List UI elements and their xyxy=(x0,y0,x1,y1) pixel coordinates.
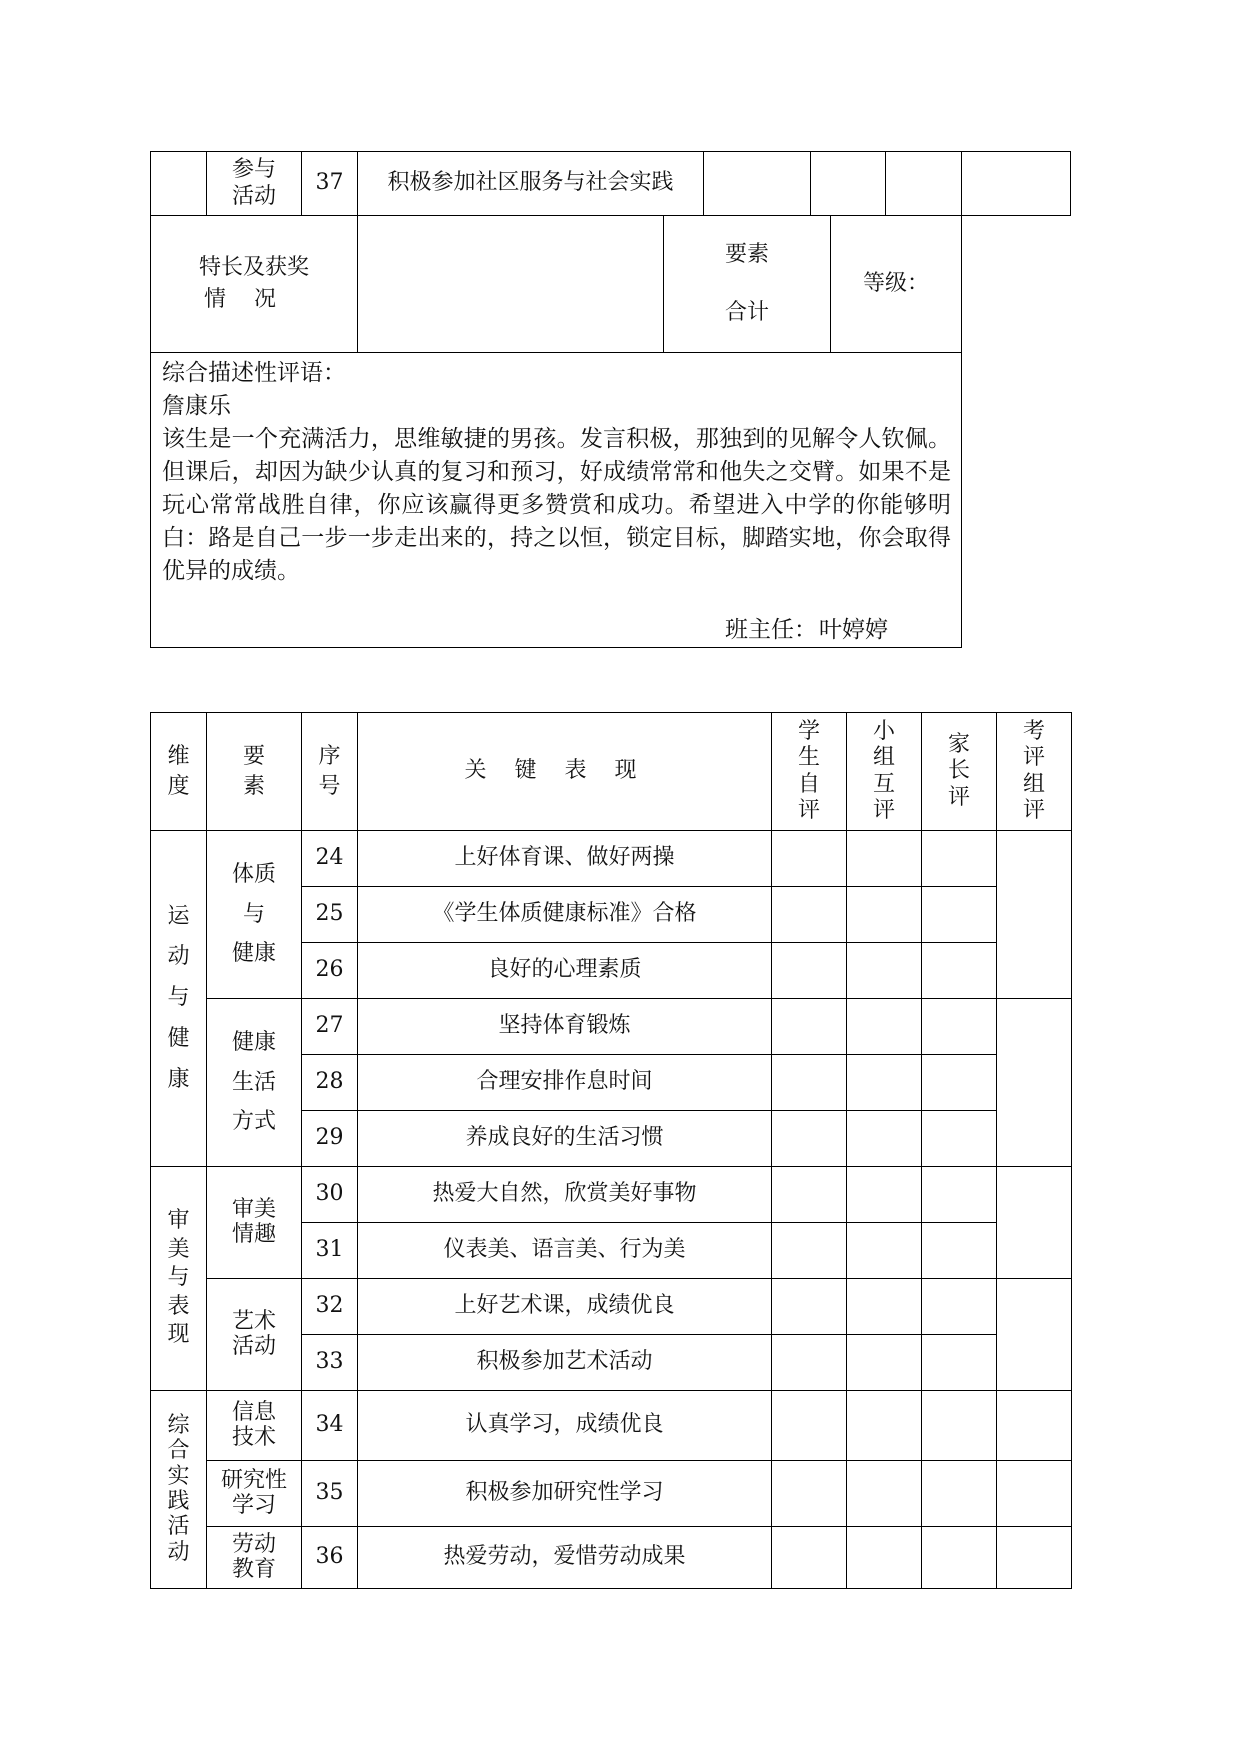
committee-eval-cell[interactable] xyxy=(997,1527,1072,1589)
element-sum-line1: 要素 xyxy=(725,242,770,267)
comment-row xyxy=(151,353,1071,648)
top-evaluation-table xyxy=(150,151,1071,648)
element-cell: 健康 生活 方式 xyxy=(207,999,302,1167)
number-cell: 28 xyxy=(302,1055,358,1111)
group-eval-cell[interactable] xyxy=(811,152,886,216)
behavior-cell: 积极参加艺术活动 xyxy=(358,1335,772,1391)
number-cell: 26 xyxy=(302,943,358,999)
group-eval-cell[interactable] xyxy=(847,1391,922,1461)
parent-eval-cell[interactable] xyxy=(922,1461,997,1527)
committee-eval-cell[interactable] xyxy=(997,831,1072,999)
behavior-cell: 养成良好的生活习惯 xyxy=(358,1111,772,1167)
behavior-cell: 积极参加社区服务与社会实践 xyxy=(358,152,704,216)
self-eval-cell[interactable] xyxy=(772,1055,847,1111)
committee-eval-cell[interactable] xyxy=(962,152,1071,216)
honors-label-cell xyxy=(151,216,358,353)
element-cell: 艺术 活动 xyxy=(207,1279,302,1391)
self-eval-cell[interactable] xyxy=(772,1527,847,1589)
parent-eval-cell[interactable] xyxy=(922,887,997,943)
behavior-cell: 良好的心理素质 xyxy=(358,943,772,999)
table-row xyxy=(151,1279,1072,1335)
dimension-cell: 运动与健康 xyxy=(151,831,207,1167)
table-row xyxy=(151,831,1072,887)
group-eval-cell[interactable] xyxy=(847,1223,922,1279)
teacher-label: 班主任： xyxy=(725,617,817,643)
behavior-cell: 上好艺术课，成绩优良 xyxy=(358,1279,772,1335)
table-row xyxy=(151,1461,1072,1527)
behavior-cell: 积极参加研究性学习 xyxy=(358,1461,772,1527)
group-eval-cell[interactable] xyxy=(847,1055,922,1111)
committee-eval-cell[interactable] xyxy=(997,1461,1072,1527)
self-eval-cell[interactable] xyxy=(772,943,847,999)
dimension-cell: 审美与表现 xyxy=(151,1167,207,1391)
group-eval-cell[interactable] xyxy=(847,1167,922,1223)
parent-eval-cell[interactable] xyxy=(922,1279,997,1335)
group-eval-cell[interactable] xyxy=(847,1335,922,1391)
self-eval-cell[interactable] xyxy=(772,999,847,1055)
number-cell: 36 xyxy=(302,1527,358,1589)
parent-eval-cell[interactable] xyxy=(922,943,997,999)
behavior-cell: 坚持体育锻炼 xyxy=(358,999,772,1055)
parent-eval-cell[interactable] xyxy=(922,1055,997,1111)
element-cell: 体质 与 健康 xyxy=(207,831,302,999)
self-eval-cell[interactable] xyxy=(772,1279,847,1335)
behavior-cell: 仪表美、语言美、行为美 xyxy=(358,1223,772,1279)
number-cell: 37 xyxy=(302,152,358,216)
honors-label-line2: 情况 xyxy=(203,287,304,312)
self-eval-cell[interactable] xyxy=(772,1461,847,1527)
header-number: 序号 xyxy=(302,713,358,831)
header-self-eval: 学生自评 xyxy=(772,713,847,831)
number-cell: 25 xyxy=(302,887,358,943)
element-sum-cell xyxy=(664,216,831,353)
activity-row xyxy=(151,152,1071,216)
behavior-cell: 上好体育课、做好两操 xyxy=(358,831,772,887)
group-eval-cell[interactable] xyxy=(847,887,922,943)
committee-eval-cell[interactable] xyxy=(997,999,1072,1167)
table-row xyxy=(151,1167,1072,1223)
table-row xyxy=(151,1527,1072,1589)
header-element: 要素 xyxy=(207,713,302,831)
parent-eval-cell[interactable] xyxy=(922,999,997,1055)
dimension-cell: 综合实践活动 xyxy=(151,1391,207,1589)
element-cell: 参与活动 xyxy=(207,152,302,216)
element-cell: 审美 情趣 xyxy=(207,1167,302,1279)
group-eval-cell[interactable] xyxy=(847,943,922,999)
number-cell: 34 xyxy=(302,1391,358,1461)
parent-eval-cell[interactable] xyxy=(922,1223,997,1279)
table-header-row xyxy=(151,713,1072,831)
number-cell: 35 xyxy=(302,1461,358,1527)
self-eval-cell[interactable] xyxy=(772,1167,847,1223)
parent-eval-cell[interactable] xyxy=(922,1167,997,1223)
group-eval-cell[interactable] xyxy=(847,1111,922,1167)
header-behavior: 关键表现 xyxy=(358,713,772,831)
parent-eval-cell[interactable] xyxy=(922,1527,997,1589)
grade-label: 等级： xyxy=(863,270,930,296)
self-eval-cell[interactable] xyxy=(772,1335,847,1391)
group-eval-cell[interactable] xyxy=(847,999,922,1055)
honors-content-cell[interactable] xyxy=(358,216,664,353)
self-eval-cell[interactable] xyxy=(772,887,847,943)
parent-eval-cell[interactable] xyxy=(922,1111,997,1167)
teacher-name: 叶婷婷 xyxy=(819,617,888,643)
behavior-cell: 认真学习，成绩优良 xyxy=(358,1391,772,1461)
committee-eval-cell[interactable] xyxy=(997,1167,1072,1279)
group-eval-cell[interactable] xyxy=(847,1279,922,1335)
comment-cell xyxy=(151,353,962,648)
header-parent-eval: 家长评 xyxy=(922,713,997,831)
element-cell: 劳动 教育 xyxy=(207,1527,302,1589)
number-cell: 32 xyxy=(302,1279,358,1335)
number-cell: 29 xyxy=(302,1111,358,1167)
behavior-cell: 《学生体质健康标准》合格 xyxy=(358,887,772,943)
self-eval-cell[interactable] xyxy=(704,152,811,216)
self-eval-cell[interactable] xyxy=(772,1391,847,1461)
parent-eval-cell[interactable] xyxy=(922,831,997,887)
committee-eval-cell[interactable] xyxy=(997,1391,1072,1461)
self-eval-cell[interactable] xyxy=(772,831,847,887)
group-eval-cell[interactable] xyxy=(847,831,922,887)
grade-cell xyxy=(831,216,962,353)
table-row xyxy=(151,1391,1072,1461)
behavior-cell: 热爱劳动，爱惜劳动成果 xyxy=(358,1527,772,1589)
number-cell: 31 xyxy=(302,1223,358,1279)
behavior-cell: 合理安排作息时间 xyxy=(358,1055,772,1111)
element-cell: 研究性 学习 xyxy=(207,1461,302,1527)
parent-eval-cell[interactable] xyxy=(886,152,962,216)
parent-eval-cell[interactable] xyxy=(922,1391,997,1461)
element-cell: 信息 技术 xyxy=(207,1391,302,1461)
comment-heading: 综合描述性评语： xyxy=(162,360,346,386)
number-cell: 33 xyxy=(302,1335,358,1391)
group-eval-cell[interactable] xyxy=(847,1527,922,1589)
header-dimension: 维度 xyxy=(151,713,207,831)
parent-eval-cell[interactable] xyxy=(922,1335,997,1391)
number-cell: 24 xyxy=(302,831,358,887)
honors-row xyxy=(151,216,1071,353)
header-committee-eval: 考评组评 xyxy=(997,713,1072,831)
header-group-eval: 小组互评 xyxy=(847,713,922,831)
table-row xyxy=(151,999,1072,1055)
student-name: 詹康乐 xyxy=(162,393,231,419)
behavior-cell: 热爱大自然，欣赏美好事物 xyxy=(358,1167,772,1223)
bottom-evaluation-table xyxy=(150,712,1072,1589)
element-sum-line2: 合计 xyxy=(725,300,770,325)
self-eval-cell[interactable] xyxy=(772,1111,847,1167)
comment-body: 该生是一个充满活力，思维敏捷的男孩。发言积极，那独到的见解令人钦佩。但课后，却因为缺少认真的复习和预习，好成绩常常和他失之交臂。如果不是玩心常常战胜自律，你应该赢得更多赞赏和成功。希望进入中学的你能够明白：路是自己一步一步走出来的，持之以恒，锁定目标，脚踏实地，你会取得优异的成绩。 xyxy=(162,426,952,584)
self-eval-cell[interactable] xyxy=(772,1223,847,1279)
dimension-cell xyxy=(151,152,207,216)
committee-eval-cell[interactable] xyxy=(997,1279,1072,1391)
honors-label-line1: 特长及获奖 xyxy=(198,255,309,281)
group-eval-cell[interactable] xyxy=(847,1461,922,1527)
number-cell: 27 xyxy=(302,999,358,1055)
teacher-signature xyxy=(725,615,888,645)
number-cell: 30 xyxy=(302,1167,358,1223)
